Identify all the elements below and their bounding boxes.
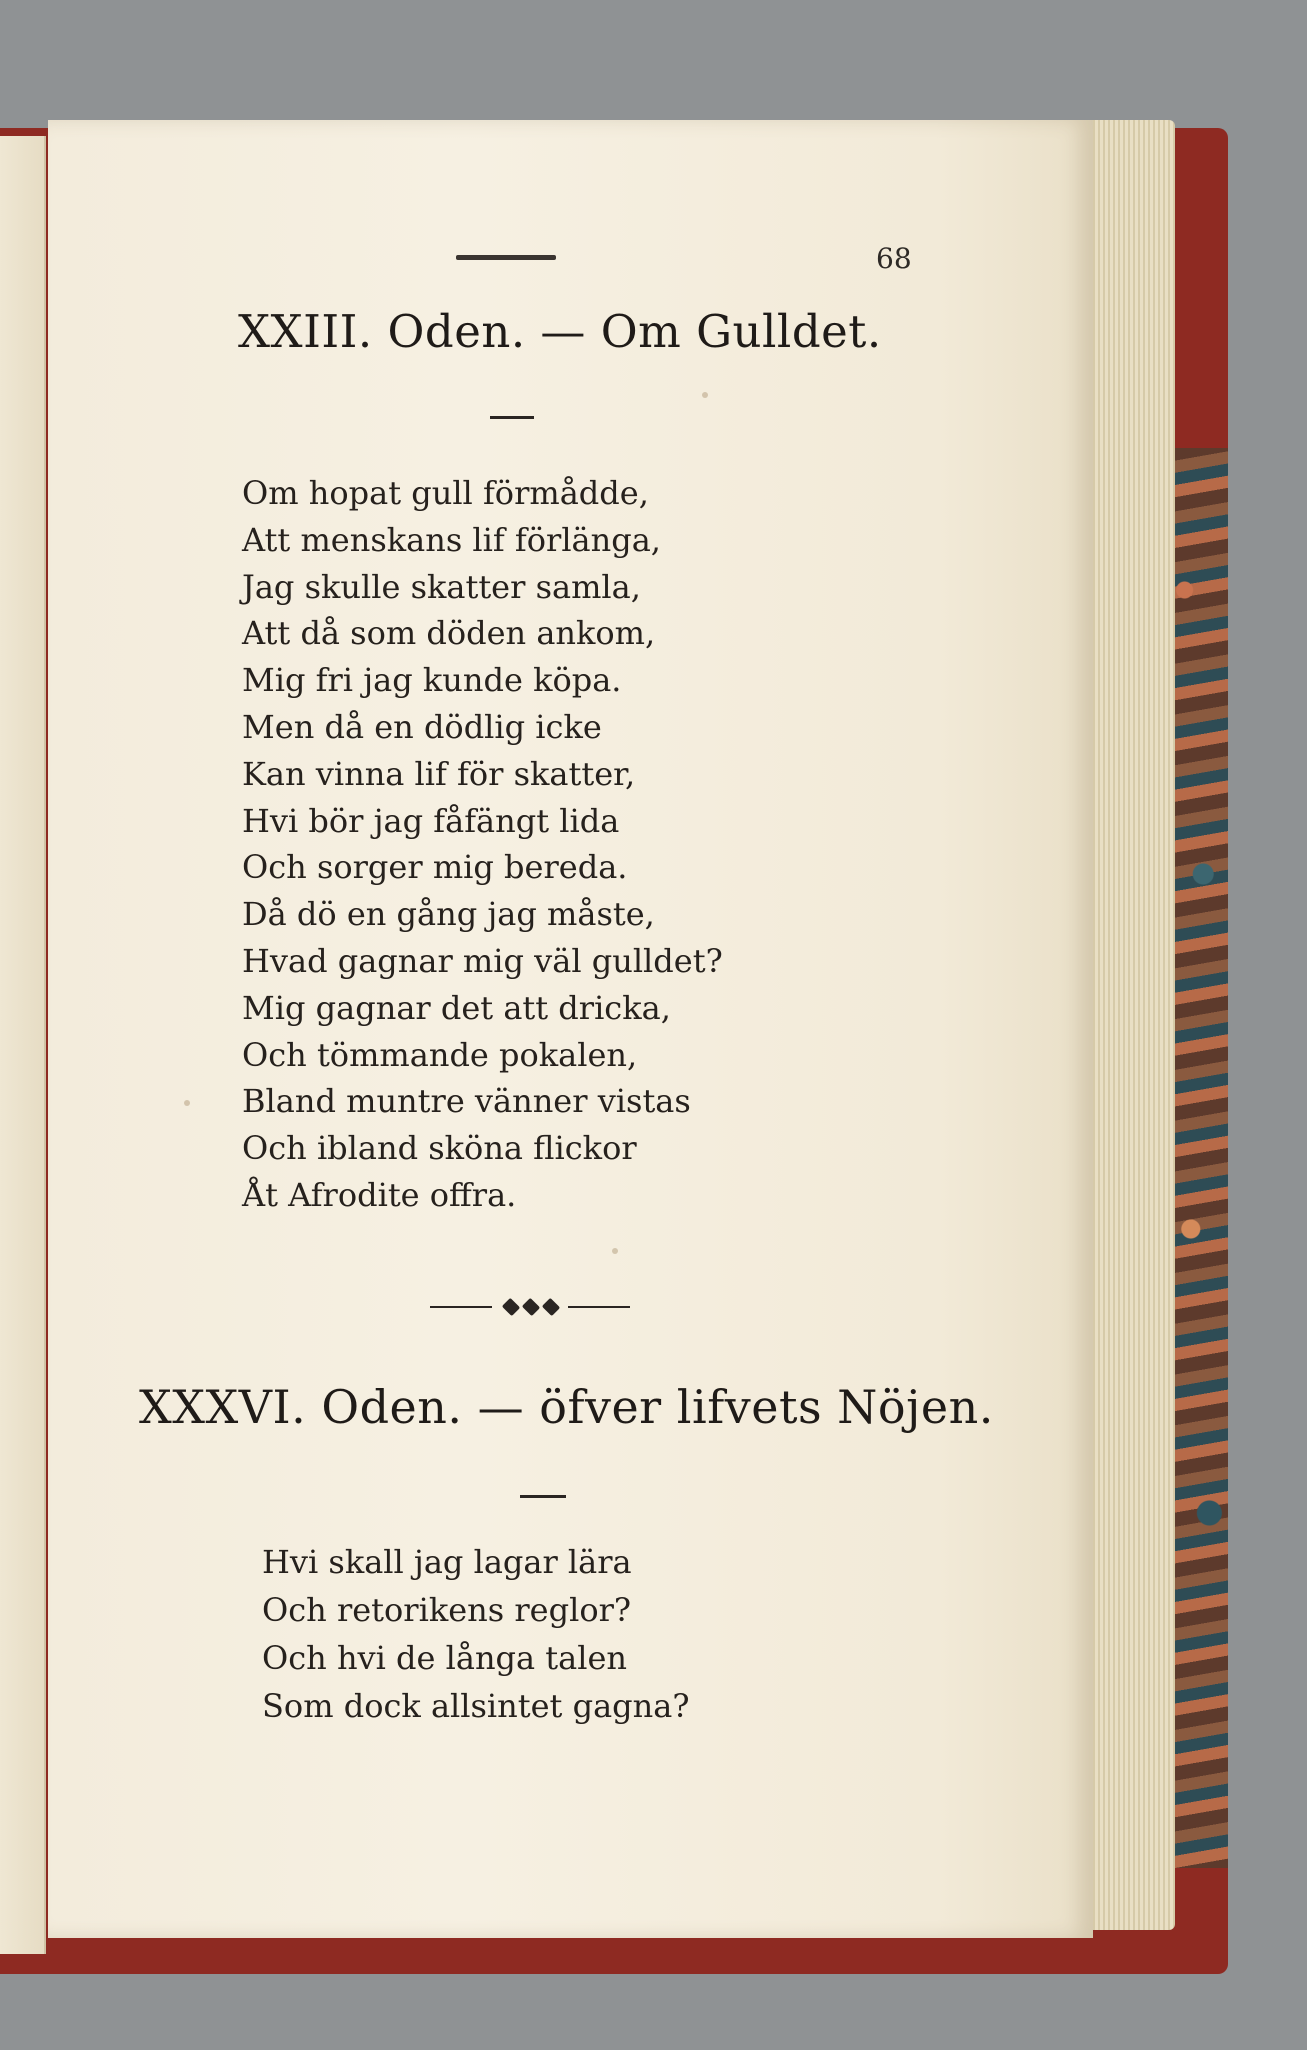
poem-line: Hvad gagnar mig väl gulldet?: [242, 941, 723, 980]
poem-line: Då dö en gång jag måste,: [242, 895, 655, 934]
ornament-diamond: [522, 1298, 540, 1316]
previous-page-edge: [0, 136, 46, 1954]
ornament-diamond: [542, 1298, 560, 1316]
page-number: 68: [876, 242, 912, 275]
section-heading-1: XXIII. Oden. — Om Gulldet.: [238, 305, 882, 358]
poem-line: Att menskans lif förlänga,: [242, 520, 661, 559]
poem-line: Mig gagnar det att dricka,: [242, 988, 671, 1027]
poem-line: Men då en dödlig icke: [242, 707, 602, 746]
poem-line: Att då som döden ankom,: [242, 614, 656, 653]
paper-spot: [612, 1248, 618, 1254]
poem-line: Kan vinna lif för skatter,: [242, 754, 636, 793]
ornament-bar-left: [430, 1306, 492, 1308]
heading-dash-1: [490, 416, 534, 419]
poem-line: Bland muntre vänner vistas: [242, 1082, 691, 1121]
poem-line: Hvi skall jag lagar lära: [262, 1543, 632, 1581]
poem-line: Som dock allsintet gagna?: [262, 1687, 690, 1725]
poem-line: Och sorger mig bereda.: [242, 848, 628, 887]
marbled-board: [1166, 448, 1228, 1868]
ornament-bar-right: [568, 1306, 630, 1308]
section-ornament: [430, 1296, 630, 1318]
poem-line: Hvi bör jag fåfängt lida: [242, 801, 620, 840]
section-heading-2: XXXVI. Oden. — öfver lifvets Nöjen.: [139, 1380, 994, 1434]
poem-line: Åt Afrodite offra.: [242, 1175, 517, 1214]
poem-line: Mig fri jag kunde köpa.: [242, 661, 622, 700]
heading-dash-2: [520, 1495, 566, 1498]
poem-line: Och retorikens reglor?: [262, 1591, 632, 1629]
poem-line: Och hvi de långa talen: [262, 1639, 627, 1677]
poem-line: Jag skulle skatter samla,: [242, 567, 641, 606]
poem-line: Och ibland sköna flickor: [242, 1129, 637, 1168]
top-rule: [456, 255, 556, 260]
poem-line: Om hopat gull förmådde,: [242, 474, 649, 512]
paper-spot: [702, 392, 708, 398]
poem-line: Och tömmande pokalen,: [242, 1035, 638, 1074]
ornament-diamond: [502, 1298, 520, 1316]
paper-spot: [184, 1100, 190, 1106]
poem-2: [262, 1538, 689, 1730]
poem-1: [242, 470, 723, 1219]
